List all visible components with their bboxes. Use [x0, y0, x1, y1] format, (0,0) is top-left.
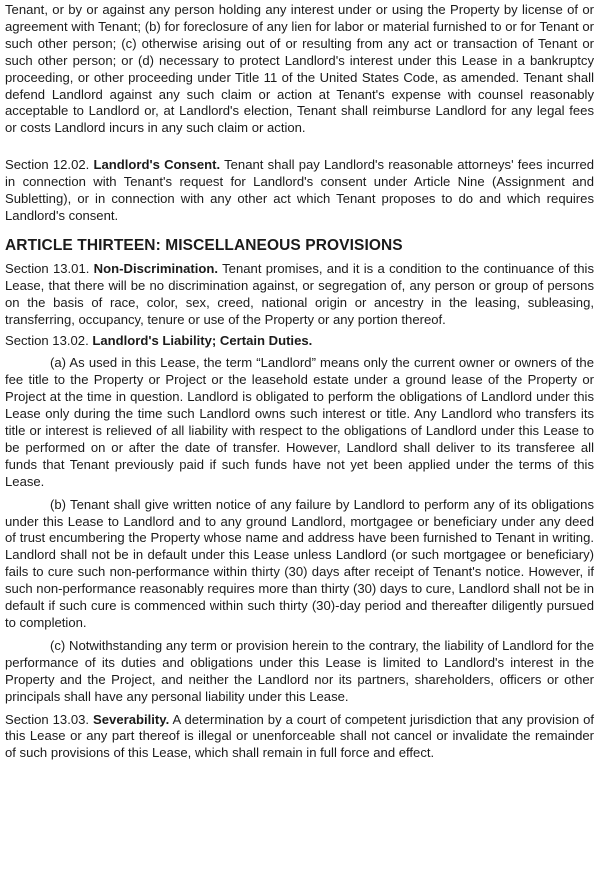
section-number: Section 13.03.	[5, 711, 90, 727]
section-number: Section 12.02.	[5, 157, 90, 173]
section-13-03	[5, 712, 594, 763]
section-13-01	[5, 261, 594, 329]
section-title: Landlord's Liability; Certain Duties.	[92, 332, 313, 348]
section-text: A determination by a court of competent jurisdiction that any provision of this Lease or any part thereof is illegal or unenforceable shall not cancel or invalidate the remainder of such provisions of this Lease, which shall remain in full force and effect.	[5, 711, 595, 761]
section-13-02-heading	[5, 333, 594, 350]
continuation-paragraph: Tenant, or by or against any person holding any interest under or using the Property by license of or agreement with Tenant; (b) for foreclosure of any lien for labor or material furnished to or for Tenant or such other person; (c) otherwise arising out of or resulting from any act or transaction of Tenant or such other person; or (d) necessary to protect Landlord's interest under this Lease in a bankruptcy proceeding, or other proceeding under Title 11 of the United States Code, as amended. Tenant shall defend Landlord against any such claim or action at Tenant's expense with counsel reasonably acceptable to Landlord or, at Landlord's election, Tenant shall reimburse Landlord for any legal fees or costs Landlord incurs in any such claim or action.	[5, 2, 594, 136]
section-13-02-para-b: (b) Tenant shall give written notice of any failure by Landlord to perform any of its obligations under this Lease to Landlord and to any ground Landlord, mortgagee or beneficiary under any deed of trust encumbering the Property whose name and address have been furnished to Tenant in writing. Landlord shall not be in default under this Lease unless Landlord (or such mortgagee or beneficiary) fails to cure such non-performance within thirty (30) days after receipt of Tenant's notice. However, if such non-performance reasonably requires more than thirty (30) days to cure, Landlord shall not be in default if such cure is commenced within such thirty (30)-day period and thereafter diligently pursued to completion.	[5, 496, 594, 630]
section-title: Severability.	[93, 711, 170, 727]
section-title: Non-Discrimination.	[93, 260, 219, 276]
section-13-02-para-c: (c) Notwithstanding any term or provision herein to the contrary, the liability of Landlord for the performance of its duties and obligations under this Lease is limited to Landlord's interest in the Property and the Project, and neither the Landlord nor its partners, shareholders, officers or other principals shall have any personal liability under this Lease.	[5, 637, 594, 704]
section-number: Section 13.02.	[5, 332, 89, 348]
section-text: Tenant shall pay Landlord's reasonable attorneys' fees incurred in connection with Tenant's request for Landlord's consent under Article Nine (Assignment and Subletting), or in connection with any other act which Tenant proposes to do and which requires Landlord's consent.	[5, 157, 595, 223]
section-12-02	[5, 157, 594, 225]
section-title: Landlord's Consent.	[93, 157, 221, 173]
section-text: Tenant promises, and it is a condition to the continuance of this Lease, that there will be no discrimination against, or segregation of, any person or group of persons on the basis of race, color, sex, creed, national origin or ancestry in the leasing, subleasing, transferring, occupancy, tenure or use of the Property or any portion thereof.	[5, 260, 594, 327]
section-number: Section 13.01.	[5, 260, 90, 276]
section-13-02-para-a: (a) As used in this Lease, the term “Landlord” means only the current owner or owners of the fee title to the Property or Project or the leasehold estate under a ground lease of the Property or Project at the time in question. Landlord is obligated to perform the obligations of Landlord under this Lease only during the time such Landlord owns such interest or title. Any Landlord who transfers its title or interest is relieved of all liability with respect to the obligations of Landlord under this Lease to be performed on or after the date of transfer. However, Landlord shall deliver to its transferee all funds that Tenant previously paid if such funds have not yet been applied under the terms of this Lease.	[5, 355, 594, 489]
article-heading: ARTICLE THIRTEEN: MISCELLANEOUS PROVISIONS	[5, 236, 403, 254]
